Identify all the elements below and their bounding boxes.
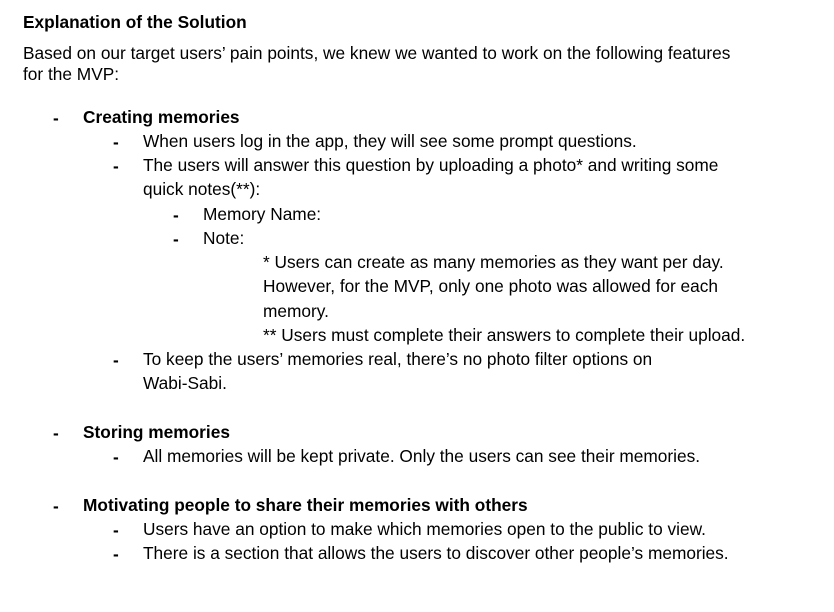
bullet-marker: - xyxy=(113,350,119,370)
list-item: When users log in the app, they will see some prompt questions. xyxy=(143,131,637,151)
footnote-line: * Users can create as many memories as they want per day. xyxy=(263,252,724,272)
subitem-memory-name: Memory Name: xyxy=(203,204,322,224)
intro-line-1: Based on our target users’ pain points, we knew we wanted to work on the following features xyxy=(23,43,731,63)
bullet-marker: - xyxy=(53,108,59,128)
footnote-line: memory. xyxy=(263,301,329,321)
section-title-storing-memories: Storing memories xyxy=(83,422,230,442)
list-item-continuation: quick notes(**): xyxy=(143,179,261,199)
footnote-line: However, for the MVP, only one photo was allowed for each xyxy=(263,276,719,296)
section-title-creating-memories: Creating memories xyxy=(83,107,240,127)
subitem-note: Note: xyxy=(203,228,245,248)
list-item: There is a section that allows the users to discover other people’s memories. xyxy=(143,543,729,563)
list-item: The users will answer this question by uploading a photo* and writing some xyxy=(143,155,719,175)
bullet-marker: - xyxy=(113,520,119,540)
page-title: Explanation of the Solution xyxy=(23,12,247,32)
list-item-continuation: Wabi-Sabi. xyxy=(143,373,227,393)
bullet-marker: - xyxy=(113,156,119,176)
bullet-marker: - xyxy=(173,205,179,225)
bullet-marker: - xyxy=(53,496,59,516)
intro-line-2: for the MVP: xyxy=(23,64,120,84)
section-title-motivating-people: Motivating people to share their memories with others xyxy=(83,495,528,515)
bullet-marker: - xyxy=(53,423,59,443)
bullet-marker: - xyxy=(113,544,119,564)
footnote-line: ** Users must complete their answers to complete their upload. xyxy=(263,325,746,345)
list-item: Users have an option to make which memories open to the public to view. xyxy=(143,519,706,539)
bullet-marker: - xyxy=(173,229,179,249)
bullet-marker: - xyxy=(113,447,119,467)
bullet-marker: - xyxy=(113,132,119,152)
list-item: To keep the users’ memories real, there’s no photo filter options on xyxy=(143,349,653,369)
list-item: All memories will be kept private. Only the users can see their memories. xyxy=(143,446,701,466)
